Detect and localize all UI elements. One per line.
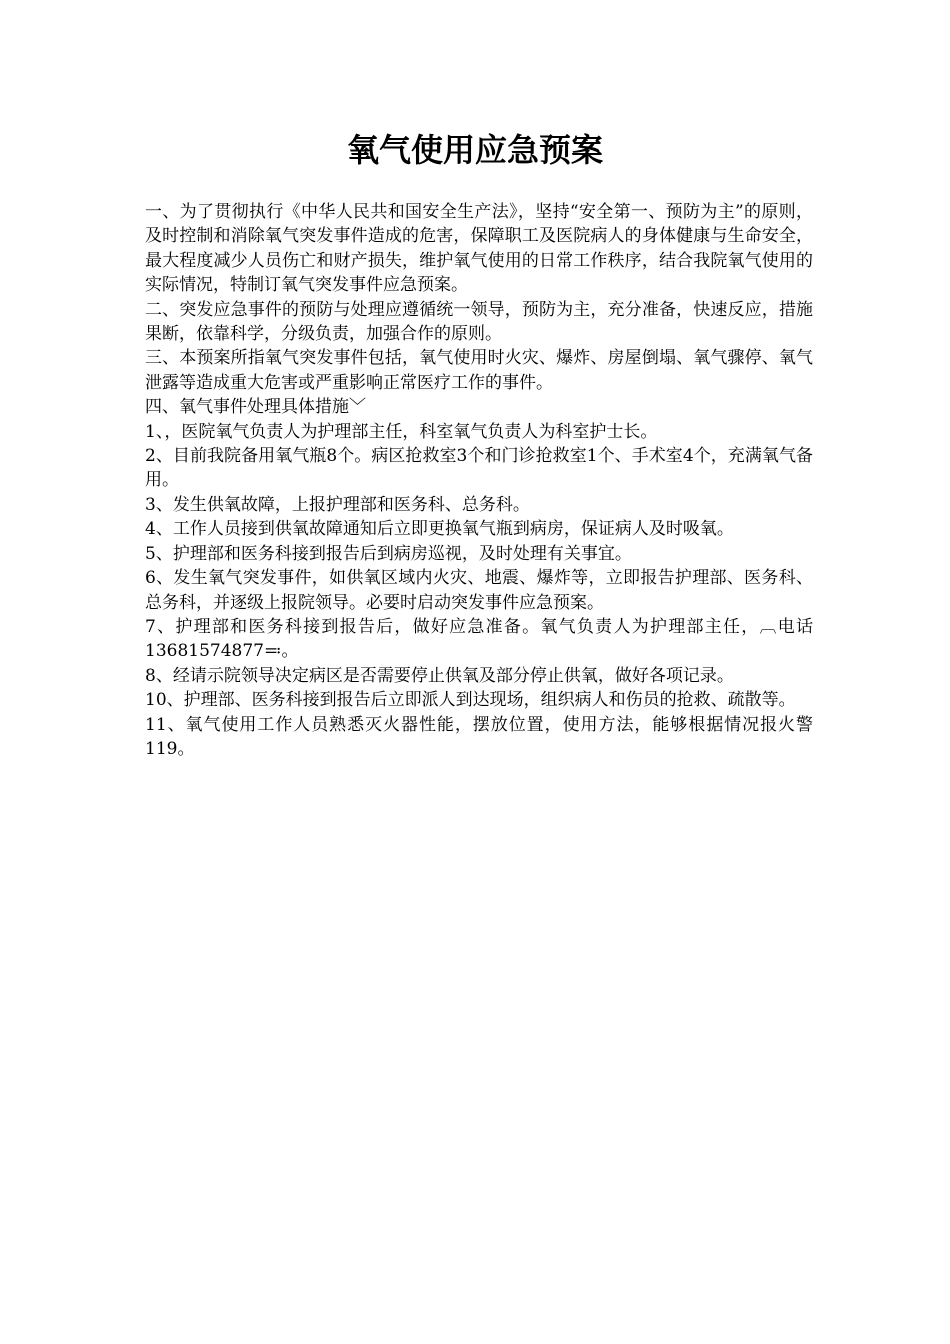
list-item-4: 4、工作人员接到供氧故障通知后立即更换氧气瓶到病房，保证病人及时吸氧。 (145, 519, 734, 540)
paragraph-measures-heading: 四、氧气事件处理具体措施﹀ (145, 397, 366, 418)
list-item-10: 10、护理部、医务科接到报告后立即派人到达现场，组织病人和伤员的抢救、疏散等。 (145, 690, 796, 711)
list-item-7: 7、护理部和医务科接到报告后，做好应急准备。氧气负责人为护理部主任，︹电话13681574877≕。 (145, 616, 813, 662)
document-title: 氧气使用应急预案 (346, 131, 603, 169)
list-item-11: 11、氧气使用工作人员熟悉灭火器性能，摆放位置，使用方法，能够根据情况报火警119。 (145, 714, 813, 759)
document-body (145, 200, 813, 761)
paragraph-principles: 二、突发应急事件的预防与处理应遵循统一领导，预防为主，充分准备，快速反应，措施果断，依靠科学，分级负责，加强合作的原则。 (145, 299, 813, 345)
paragraph-intro: 一、为了贯彻执行《中华人民共和国安全生产法》，坚持“安全第一、预防为主”的原则，及时控制和消除氧气突发事件造成的危害，保障职工及医院病人的身体健康与生命安全，最大程度减少人员伤亡和财产损失，维护氧气使用的日常工作秩序，结合我院氧气使用的实际情况，特制订氧气突发事件应急预案。 (145, 202, 813, 296)
list-item-5: 5、护理部和医务科接到报告后到病房巡视，及时处理有关事宜。 (145, 543, 632, 564)
paragraph-scope: 三、本预案所指氧气突发事件包括，氧气使用时火灾、爆炸、房屋倒塌、氧气骤停、氧气泄露等造成重大危害或严重影响正常医疗工作的事件。 (145, 348, 813, 393)
list-item-2: 2、目前我院备用氧气瓶8个。病区抢救室3个和门诊抢救室1个、手术室4个，充满氧气备用。 (145, 446, 813, 491)
list-item-1: 1、，医院氧气负责人为护理部主任，科室氧气负责人为科室护士长。 (145, 421, 658, 442)
list-item-6: 6、发生氧气突发事件，如供氧区域内火灾、地震、爆炸等，立即报告护理部、医务科、总务科，并逐级上报院领导。必要时启动突发事件应急预案。 (145, 568, 813, 613)
list-item-8: 8、经请示院领导决定病区是否需要停止供氧及部分停止供氧，做好各项记录。 (145, 665, 734, 686)
list-item-3: 3、发生供氧故障，上报护理部和医务科、总务科。 (145, 494, 530, 515)
